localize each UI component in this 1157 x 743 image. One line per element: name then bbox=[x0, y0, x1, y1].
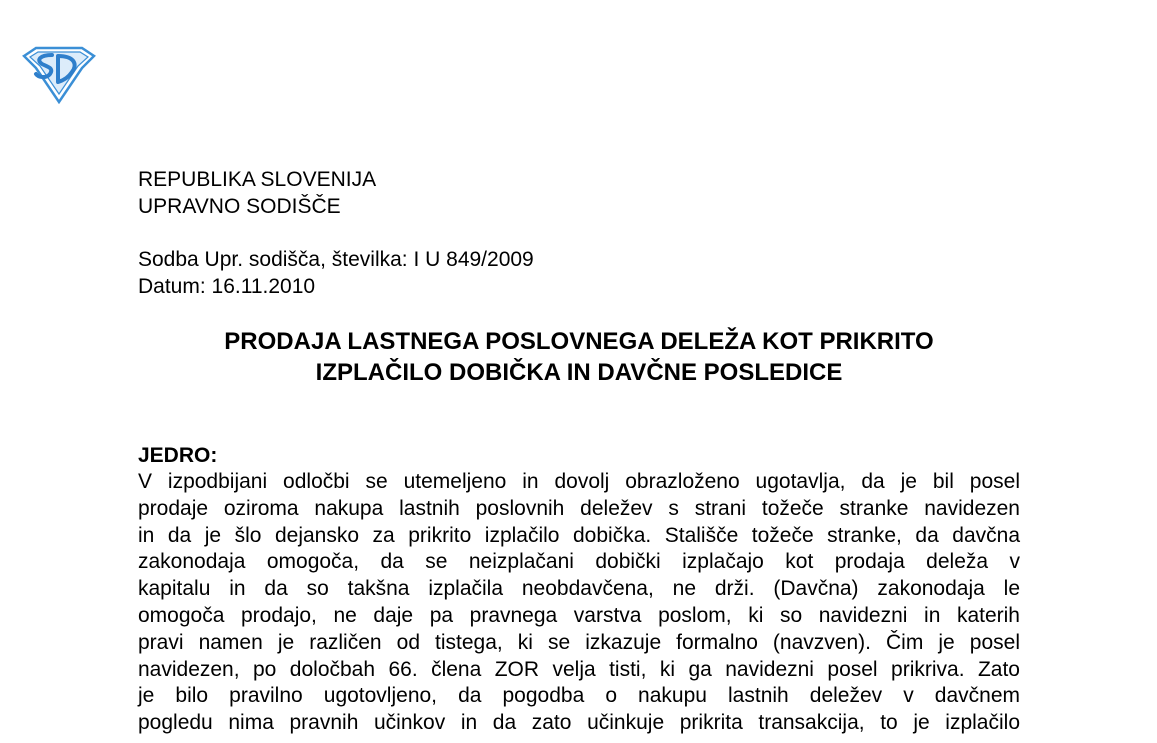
court-logo bbox=[22, 46, 96, 104]
sd-shield-logo-icon bbox=[22, 46, 96, 104]
case-reference bbox=[138, 246, 534, 300]
summary-line: in da je šlo dejansko za prikrito izplačilo dobička. Stališče tožeče stranke, da davčna bbox=[138, 523, 1020, 547]
court-name: UPRAVNO SODIŠČE bbox=[138, 195, 341, 218]
summary-line: V izpodbijani odločbi se utemeljeno in dovolj obrazloženo ugotavlja, da je bil posel bbox=[138, 470, 1020, 493]
case-number: Sodba Upr. sodišča, številka: I U 849/2009 bbox=[138, 248, 534, 271]
title-line-2: IZPLAČILO DOBIČKA IN DAVČNE POSLEDICE bbox=[315, 359, 843, 386]
summary-line: zakonodaja omogoča, da se neizplačani dobički izplačajo kot prodaja deleža v bbox=[138, 550, 1020, 574]
case-date: Datum: 16.11.2010 bbox=[138, 275, 316, 298]
country-name: REPUBLIKA SLOVENIJA bbox=[138, 168, 377, 191]
summary-line: navidezen, po določbah 66. člena ZOR velja tisti, ki ga navidezni posel prikriva. Zato bbox=[138, 657, 1020, 681]
summary-line: prodaje oziroma nakupa lastnih poslovnih deležev s strani tožeče stranke navidezen bbox=[138, 496, 1020, 520]
summary-line: pogledu nima pravnih učinkov in da zato učinkuje prikrita transakcija, to je izplačilo bbox=[138, 711, 1020, 735]
summary-line: pravi namen je različen od tistega, ki se izkazuje formalno (navzven). Čim je posel bbox=[138, 630, 1020, 654]
summary-heading: JEDRO: bbox=[138, 444, 218, 467]
title-line-1: PRODAJA LASTNEGA POSLOVNEGA DELEŽA KOT PRIKRITO bbox=[224, 328, 934, 355]
summary-line: kapitalu in da so takšna izplačila neobdavčena, ne drži. (Davčna) zakonodaja le bbox=[138, 577, 1020, 601]
summary-line: je bilo pravilno ugotovljeno, da pogodba o nakupu lastnih deležev v davčnem bbox=[138, 684, 1020, 708]
document-title bbox=[138, 326, 1020, 388]
summary-line: omogoča prodajo, ne daje pa pravnega varstva poslom, ki so navidezni in katerih bbox=[138, 603, 1020, 627]
court-header bbox=[138, 166, 376, 220]
summary-body bbox=[138, 469, 1020, 737]
